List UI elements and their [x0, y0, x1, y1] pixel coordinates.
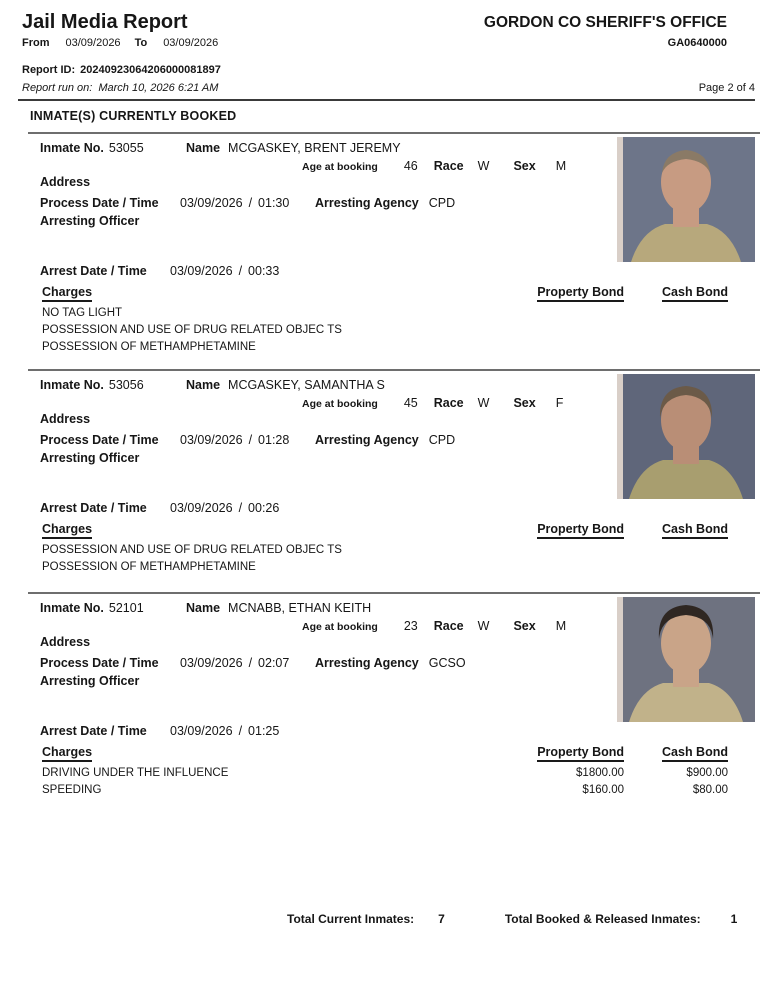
name-value: MCGASKEY, BRENT JEREMY: [228, 141, 401, 155]
ori-number: GA0640000: [667, 37, 727, 49]
process-time-value: 02:07: [258, 656, 290, 670]
report-id-row: [22, 64, 773, 76]
arrest-row: [40, 724, 760, 738]
inmate-no-value: 53056: [108, 378, 144, 392]
charge-name: DRIVING UNDER THE INFLUENCE: [42, 767, 229, 779]
date-time-separator: /: [248, 196, 253, 210]
arresting-agency-value: CPD: [428, 196, 456, 210]
charge-property-bond: $1800.00: [576, 767, 624, 779]
arresting-agency-label: Arresting Agency: [315, 433, 419, 447]
header-row-run: [0, 76, 773, 94]
cash-bond-column-header: Cash Bond: [642, 745, 728, 762]
arrest-date-value: 03/09/2026: [170, 501, 233, 515]
sex-label: Sex: [513, 159, 536, 173]
total-booked-released-value: 1: [730, 912, 738, 926]
age-value: 46: [403, 159, 418, 173]
arrest-time-value: 00:26: [248, 501, 280, 515]
race-label: Race: [433, 396, 464, 410]
charge-row: [42, 544, 728, 556]
process-time-value: 01:28: [258, 433, 290, 447]
race-value: W: [477, 396, 490, 410]
cash-bond-column-header: Cash Bond: [642, 522, 728, 539]
charge-row: [42, 307, 728, 319]
charge-name: POSSESSION OF METHAMPHETAMINE: [42, 341, 256, 353]
date-time-separator: /: [238, 501, 243, 515]
name-value: MCNABB, ETHAN KEITH: [228, 601, 372, 615]
age-value: 45: [403, 396, 418, 410]
age-label: Age at booking: [302, 398, 378, 410]
arrest-date-group: [170, 264, 305, 278]
arrest-time-value: 00:33: [248, 264, 280, 278]
report-title: Jail Media Report: [22, 11, 188, 33]
arresting-agency-value: CPD: [428, 433, 456, 447]
arrest-date-group: [170, 724, 305, 738]
inmate-no-value: 52101: [108, 601, 144, 615]
charge-name: POSSESSION AND USE OF DRUG RELATED OBJEC TS: [42, 544, 342, 556]
inmate-no-label: Inmate No.: [40, 141, 104, 155]
inmate-no-group: [40, 601, 186, 615]
sex-value: M: [555, 619, 567, 633]
property-bond-column-header: Property Bond: [532, 285, 624, 302]
arresting-agency-label: Arresting Agency: [315, 196, 419, 210]
charges-header-row: [42, 745, 728, 762]
charge-row: [42, 324, 728, 336]
mugshot-wall-edge: [617, 137, 623, 262]
arrest-date-label: Arrest Date / Time: [40, 724, 147, 738]
mugshot-photo: [617, 374, 755, 499]
process-date-value: 03/09/2026: [180, 433, 243, 447]
mugshot-wall-edge: [617, 374, 623, 499]
section-title: INMATE(S) CURRENTLY BOOKED: [30, 109, 237, 123]
race-label: Race: [433, 619, 464, 633]
address-label: Address: [40, 635, 91, 649]
report-run-on: [22, 82, 218, 94]
age-label: Age at booking: [302, 621, 378, 633]
report-totals-row: [0, 912, 773, 926]
process-time-value: 01:30: [258, 196, 290, 210]
arrest-row: [40, 501, 760, 515]
charges-table: [42, 745, 728, 796]
charges-header-row: [42, 285, 728, 302]
charges-column-header: Charges: [42, 285, 532, 302]
charge-property-bond: $160.00: [582, 784, 624, 796]
total-current-inmates-label: Total Current Inmates:: [287, 912, 415, 926]
sex-value: M: [555, 159, 567, 173]
charges-table: [42, 285, 728, 353]
age-value: 23: [403, 619, 418, 633]
charges-table: [42, 522, 728, 573]
mugshot-photo: [617, 597, 755, 722]
header-row-dates: [0, 34, 773, 49]
age-label: Age at booking: [302, 161, 378, 173]
date-time-separator: /: [248, 656, 253, 670]
inmate-no-value: 53055: [108, 141, 144, 155]
property-bond-column-header: Property Bond: [532, 745, 624, 762]
inmate-record: [28, 132, 760, 369]
arresting-agency-value: GCSO: [428, 656, 466, 670]
date-time-separator: /: [248, 433, 253, 447]
inmate-no-label: Inmate No.: [40, 378, 104, 392]
charges-column-header: Charges: [42, 745, 532, 762]
run-on-label: Report run on:: [22, 82, 93, 94]
report-header: [0, 0, 773, 34]
process-date-group: [180, 433, 315, 447]
report-id-value: 20240923064206000081897: [80, 64, 221, 76]
to-date-value: 03/09/2026: [163, 37, 219, 49]
total-current-inmates-value: 7: [438, 912, 445, 926]
process-date-group: [180, 196, 315, 210]
sex-value: F: [555, 396, 564, 410]
run-on-value: March 10, 2026 6:21 AM: [98, 82, 219, 94]
date-time-separator: /: [238, 724, 243, 738]
inmate-no-group: [40, 378, 186, 392]
charge-row: [42, 341, 728, 353]
mugshot-wall-edge: [617, 597, 623, 722]
charge-row: [42, 767, 728, 779]
arrest-date-group: [170, 501, 305, 515]
arrest-date-value: 03/09/2026: [170, 724, 233, 738]
date-time-separator: /: [238, 264, 243, 278]
header-divider: [18, 99, 755, 101]
charges-column-header: Charges: [42, 522, 532, 539]
office-name: GORDON CO SHERIFF'S OFFICE: [483, 14, 727, 31]
arrest-date-label: Arrest Date / Time: [40, 501, 147, 515]
arresting-officer-label: Arresting Officer: [40, 214, 140, 228]
sex-label: Sex: [513, 396, 536, 410]
arresting-officer-label: Arresting Officer: [40, 451, 140, 465]
from-label: From: [22, 37, 50, 49]
to-label: To: [134, 37, 148, 49]
race-label: Race: [433, 159, 464, 173]
charge-row: [42, 561, 728, 573]
inmate-record: [28, 592, 760, 827]
process-date-label: Process Date / Time: [40, 433, 159, 447]
mugshot-photo: [617, 137, 755, 262]
charge-row: [42, 784, 728, 796]
charge-name: POSSESSION AND USE OF DRUG RELATED OBJEC TS: [42, 324, 342, 336]
arrest-row: [40, 264, 760, 278]
charge-cash-bond: $80.00: [692, 784, 728, 796]
charge-cash-bond: $900.00: [686, 767, 728, 779]
charge-name: NO TAG LIGHT: [42, 307, 123, 319]
process-date-label: Process Date / Time: [40, 196, 159, 210]
process-date-group: [180, 656, 315, 670]
report-id-label: Report ID:: [22, 64, 76, 76]
charge-name: SPEEDING: [42, 784, 102, 796]
inmate-no-label: Inmate No.: [40, 601, 104, 615]
name-label: Name: [186, 601, 221, 615]
sex-label: Sex: [513, 619, 536, 633]
name-value: MCGASKEY, SAMANTHA S: [228, 378, 385, 392]
charge-name: POSSESSION OF METHAMPHETAMINE: [42, 561, 256, 573]
charges-header-row: [42, 522, 728, 539]
total-booked-released-label: Total Booked & Released Inmates:: [504, 912, 701, 926]
process-date-value: 03/09/2026: [180, 196, 243, 210]
arresting-officer-label: Arresting Officer: [40, 674, 140, 688]
arrest-date-value: 03/09/2026: [170, 264, 233, 278]
cash-bond-column-header: Cash Bond: [642, 285, 728, 302]
date-range: [22, 37, 218, 49]
page-indicator: Page 2 of 4: [698, 82, 755, 94]
name-label: Name: [186, 141, 221, 155]
property-bond-column-header: Property Bond: [532, 522, 624, 539]
inmate-record: [28, 369, 760, 592]
mugshot-head: [661, 612, 711, 674]
race-value: W: [477, 619, 490, 633]
arrest-date-label: Arrest Date / Time: [40, 264, 147, 278]
arresting-agency-label: Arresting Agency: [315, 656, 419, 670]
process-date-label: Process Date / Time: [40, 656, 159, 670]
race-value: W: [477, 159, 490, 173]
name-label: Name: [186, 378, 221, 392]
arrest-time-value: 01:25: [248, 724, 280, 738]
from-date-value: 03/09/2026: [65, 37, 121, 49]
inmate-no-group: [40, 141, 186, 155]
process-date-value: 03/09/2026: [180, 656, 243, 670]
address-label: Address: [40, 175, 91, 189]
address-label: Address: [40, 412, 91, 426]
